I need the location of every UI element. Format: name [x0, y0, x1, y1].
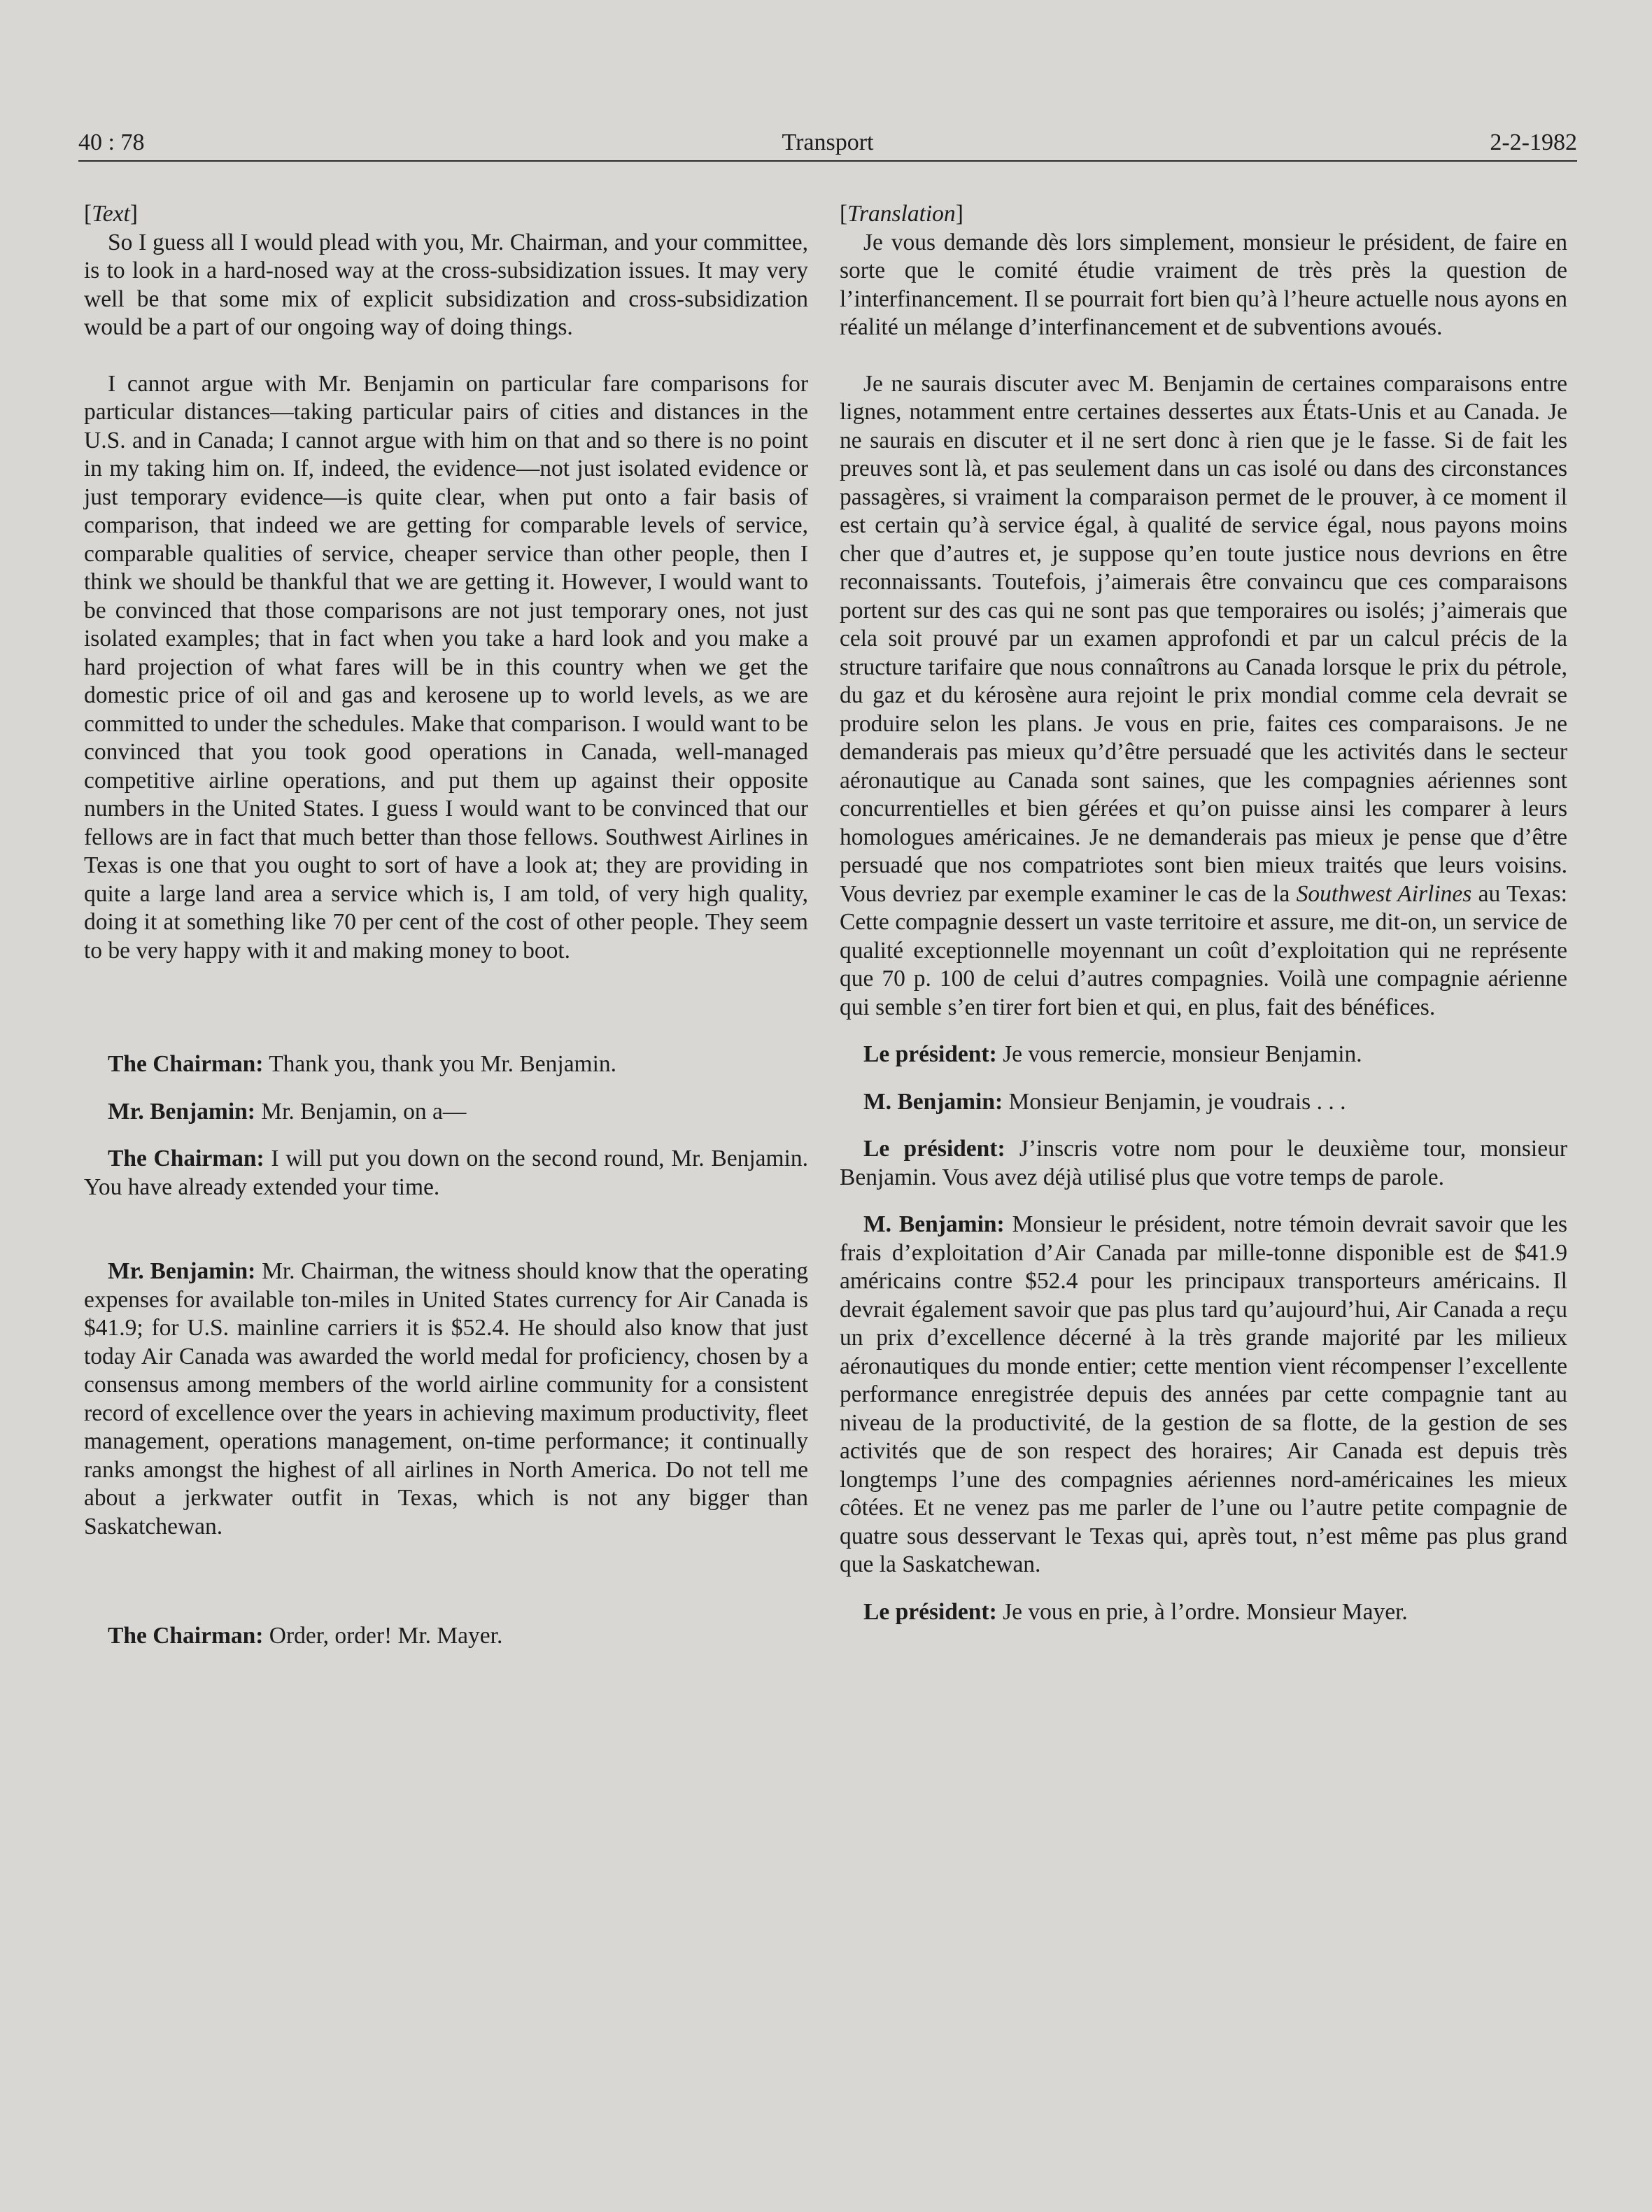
speech-text: Je vous en prie, à l’ordre. Monsieur Mayer. — [996, 1598, 1408, 1625]
header-rule — [78, 160, 1577, 162]
speaker-paragraph — [84, 1050, 808, 1079]
text-tag: Text — [92, 201, 130, 227]
speech-text: I will put you down on the second round, Mr. Benjamin. You have already extended your time. — [84, 1146, 808, 1200]
paragraph-text: Je ne saurais discuter avec M. Benjamin de certaines comparaisons entre lignes, notamment entre certaines dessertes aux États-Unis et au Canada. Je ne saurais en discuter et il ne sert donc à rien que je le fasse. Si de fait les preuves sont là, et pas seulement dans un cas isolé ou dans des circonstances passagères, si vraiment la comparaison permet de le prouver, à ce moment il est certain qu’à service égal, à qualité de service égal, nous payons moins cher que d’autres et, je suppose qu’en toute justice nous devrions en être reconnaissants. Toutefois, j’aimerais être convaincu que ces comparaisons portent sur des cas qui ne sont pas que temporaires ou isolés; j’aimerais que cela soit prouvé par un examen approfondi et par un calcul précis de la structure tarifaire que nous connaîtrons au Canada lorsque le prix du pétrole, du gaz et du kérosène aura rejoint le prix mondial comme cela devrait se produire selon les plans. Je vous en prie, faites ces comparaisons. Je ne demanderais pas mieux qu’d’être persuadé que les activités dans le secteur aéronautique au Canada sont saines, que les compagnies aériennes sont concurrentielles et bien gérées et qu’on puisse ainsi les comparer à leurs homologues américaines. Je ne demanderais pas mieux je pense que d’être persuadé que nos compatriotes sont bien mieux traités que leurs voisins. Vous devriez par exemple examiner le cas de la — [840, 370, 1567, 907]
speaker-paragraph — [840, 1598, 1567, 1627]
header-date: 2-2-1982 — [1490, 129, 1577, 155]
speaker-name: The Chairman: — [108, 1146, 264, 1171]
paragraph: So I guess all I would plead with you, Mr. Chairman, and your committee, is to look in a hard-nosed way at the cross-subsidization issues. It may very well be that some mix of explicit subsidization and cross-subsidization would be a part of our ongoing way of doing things. — [84, 229, 808, 340]
speaker-paragraph — [840, 1211, 1567, 1579]
speaker-name: Le président: — [863, 1598, 997, 1625]
speech-text: Mr. Benjamin, on a— — [255, 1098, 467, 1125]
running-title: Transport — [782, 129, 874, 155]
paragraph: Je vous demande dès lors simplement, monsieur le président, de faire en sorte que le comité étudie vraiment de très près la question de l’interfinancement. Il se pourrait fort bien qu’à l’heure actuelle nous ayons en réalité un mélange d’interfinancement et de subventions avoués. — [840, 229, 1567, 340]
page-number: 40 : 78 — [78, 129, 145, 155]
speech-text: Order, order! Mr. Mayer. — [263, 1623, 503, 1649]
english-column — [84, 200, 808, 1651]
speaker-paragraph — [84, 1145, 808, 1202]
speaker-paragraph — [840, 1135, 1567, 1192]
speaker-paragraph — [84, 1622, 808, 1651]
translation-label — [840, 200, 1567, 229]
speech-text: Monsieur Benjamin, je voudrais . . . — [1003, 1088, 1346, 1115]
bracket-close: ] — [129, 201, 138, 227]
speaker-name: Mr. Benjamin: — [108, 1258, 256, 1284]
speaker-paragraph — [84, 1098, 808, 1127]
bracket-close: ] — [955, 201, 963, 227]
speaker-paragraph — [84, 1258, 808, 1541]
paragraph — [840, 370, 1567, 1022]
speaker-paragraph — [840, 1041, 1567, 1069]
speech-text: Thank you, thank you Mr. Benjamin. — [263, 1051, 617, 1077]
speaker-paragraph — [840, 1088, 1567, 1117]
speaker-name: M. Benjamin: — [863, 1088, 1003, 1115]
speech-text: Monsieur le président, notre témoin devrait savoir que les frais d’exploitation d’Air Canada par mille-tonne disponible est de $41.9 américains contre $52.4 pour les principaux transporteurs américains. Il devrait également savoir que pas plus tard qu’aujourd’hui, Air Canada a reçu un prix d’excellence décerné à la très grande majorité par les milieux aéronautiques du monde entier; cette mention vient récompenser l’excellente performance enregistrée depuis des années par cette compagnie tant au niveau de la productivité, de la gestion de sa flotte, de la gestion de ses activités que de son respect des horaires; Air Canada est depuis très longtemps l’une des compagnies aériennes nord-américaines les mieux côtées. Et ne venez pas me parler de l’une ou l’autre petite compagnie de quatre sous desservant le Texas qui, après tout, n’est même pas plus grand que la Saskatchewan. — [840, 1211, 1567, 1577]
text-label — [84, 200, 808, 229]
speech-text: Mr. Chairman, the witness should know that the operating expenses for available ton-miles in United States currency for Air Canada is $41.9; for U.S. mainline carriers it is $52.4. He should also know that just today Air Canada was awarded the world medal for proficiency, chosen by a consensus among members of the world airline community for a consistent record of excellence over the years in achieving maximum productivity, fleet management, operations management, on-time performance; it continually ranks amongst the highest of all airlines in North America. Do not tell me about a jerkwater outfit in Texas, which is not any bigger than Saskatchewan. — [84, 1258, 809, 1540]
page-header — [78, 126, 1577, 160]
airline-name: Southwest Airlines — [1296, 880, 1472, 907]
speaker-name: The Chairman: — [108, 1623, 264, 1649]
speaker-name: The Chairman: — [108, 1051, 264, 1077]
speaker-name: M. Benjamin: — [863, 1211, 1005, 1237]
speaker-name: Le président: — [863, 1136, 1005, 1162]
paragraph-text: au Texas: Cette compagnie dessert un vaste territoire et assure, me dit-on, un service de qualité exceptionnelle moyennant un coût d’exploitation qui ne représente que 70 p. 100 de celui d’autres compagnies. Voilà une compagnie aérienne qui semble s’en tirer fort bien et qui, en plus, fait des bénéfices. — [840, 880, 1567, 1020]
speech-text: J’inscris votre nom pour le deuxième tour, monsieur Benjamin. Vous avez déjà utilisé plus que votre temps de parole. — [840, 1136, 1567, 1190]
bracket-open: [ — [84, 201, 92, 227]
french-column — [840, 200, 1567, 1626]
paragraph: I cannot argue with Mr. Benjamin on particular fare comparisons for particular distances—taking particular pairs of cities and distances in the U.S. and in Canada; I cannot argue with him on that and so there is no point in my taking him on. If, indeed, the evidence—not just isolated evidence or just temporary evidence—is quite clear, when put onto a fair basis of comparison, that indeed we are getting for comparable levels of service, comparable qualities of service, cheaper service than other people, then I think we should be thankful that we are getting it. However, I would want to be convinced that those comparisons are not just temporary ones, not just isolated examples; that in fact when you take a hard look and you make a hard projection of what fares will be in this country when we get the domestic price of oil and gas and kerosene up to world levels, as we are committed to under the schedules. Make that comparison. I would want to be convinced that you took good operations in Canada, well-managed competitive airline operations, and put them up against their opposite numbers in the United States. I guess I would want to be convinced that our fellows are in fact that much better than those fellows. Southwest Airlines in Texas is one that you ought to sort of have a look at; they are providing in quite a large land area a service which is, I am told, of very high quality, doing it at something like 70 per cent of the cost of other people. They seem to be very happy with it and making money to boot. — [84, 370, 808, 964]
speech-text: Je vous remercie, monsieur Benjamin. — [996, 1041, 1362, 1067]
speaker-name: Mr. Benjamin: — [108, 1098, 255, 1125]
translation-tag: Translation — [847, 201, 956, 227]
speaker-name: Le président: — [863, 1041, 997, 1067]
bracket-open: [ — [840, 201, 848, 227]
